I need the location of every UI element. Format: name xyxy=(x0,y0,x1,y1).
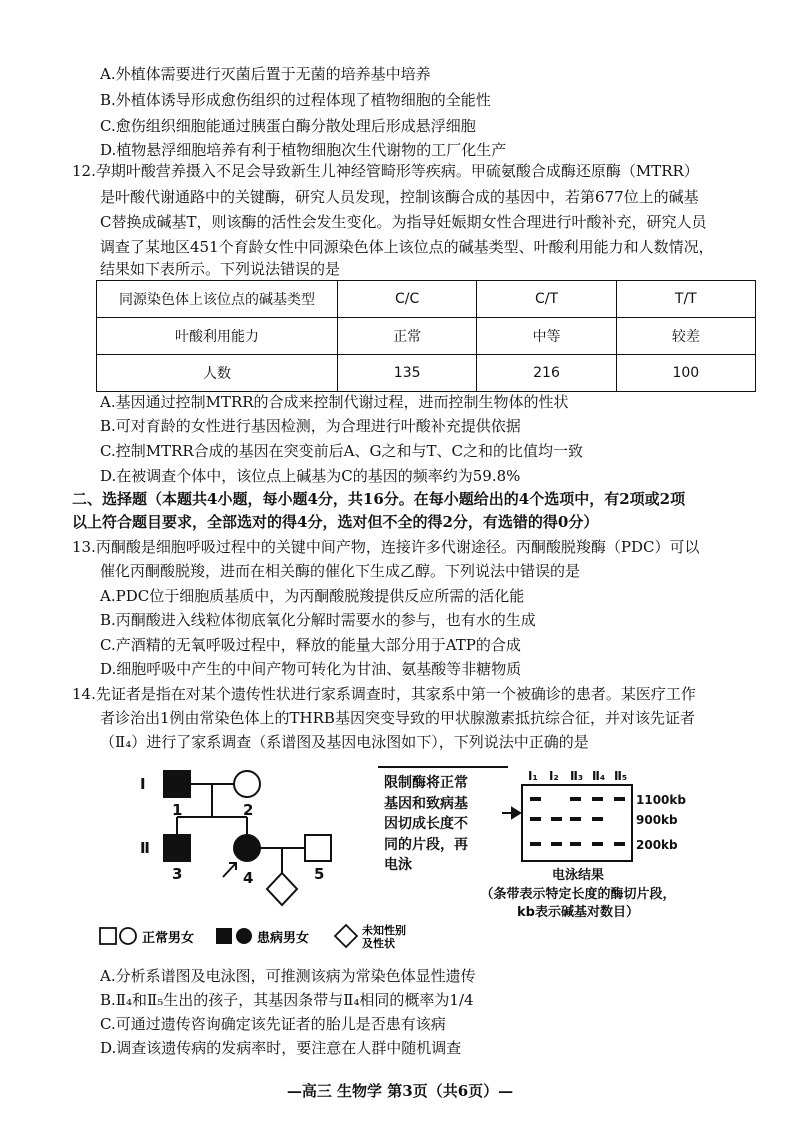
gel-lane-label: Ⅰ₁ xyxy=(528,769,538,783)
q11-option-a: A.外植体需要进行灭菌后置于无菌的培养基中培养 xyxy=(100,65,431,83)
individual-number: 1 xyxy=(172,801,183,819)
individual-i2-normal-female xyxy=(234,771,260,797)
q11-option-c: C.愈伤组织细胞能通过胰蛋白酶分散处理后形成悬浮细胞 xyxy=(100,117,476,135)
table-header-cell: 同源染色体上该位点的碱基类型 xyxy=(97,281,338,318)
individual-number: 3 xyxy=(172,865,183,883)
process-text-line: 电泳 xyxy=(384,857,412,873)
table-cell: 100 xyxy=(616,355,755,392)
q12-option-d: D.在被调查个体中，该位点上碱基为C的基因的频率约为59.8% xyxy=(100,467,521,485)
process-text-line: 基因和致病基 xyxy=(384,796,468,812)
q12-stem-line: 是叶酸代谢通路中的关键酶，研究人员发现，控制该酶合成的基因中，若第677位上的碱基 xyxy=(100,188,699,206)
q12-stem-line: C替换成碱基T，则该酶的活性会发生变化。为指导妊娠期女性合理进行叶酸补充，研究人员 xyxy=(100,213,707,231)
table-cell: 216 xyxy=(477,355,616,392)
table-cell: 135 xyxy=(338,355,477,392)
gel-band xyxy=(570,842,581,846)
gel-note: kb表示碱基对数目） xyxy=(517,905,639,920)
gel-band xyxy=(614,842,625,846)
table-row xyxy=(97,318,756,355)
table-cell: C/C xyxy=(338,281,477,318)
gel-box xyxy=(522,785,632,861)
section-heading: 以上符合题目要求，全部选对的得4分，选对但不全的得2分，有选错的得0分） xyxy=(72,513,599,531)
q14-stem-line: 者诊治出1例由常染色体上的THRB基因突变导致的甲状腺激素抵抗综合征，并对该先证者 xyxy=(100,709,695,727)
gel-band xyxy=(592,797,603,801)
individual-number: 4 xyxy=(243,869,254,887)
legend-affected: 患病男女 xyxy=(257,931,310,946)
q11-option-d: D.植物悬浮细胞培养有利于植物细胞次生代谢物的工厂化生产 xyxy=(100,141,507,159)
gel-size-label: 900kb xyxy=(636,813,678,827)
table-cell: T/T xyxy=(616,281,755,318)
gel-band xyxy=(614,797,625,801)
section-heading: 二、选择题（本题共4小题，每小题4分，共16分。在每小题给出的4个选项中，有2项或2项 xyxy=(72,490,686,508)
q12-option-a: A.基因通过控制MTRR的合成来控制代谢过程，进而控制生物体的性状 xyxy=(100,393,569,411)
q12-data-table xyxy=(96,280,756,392)
generation-label-ii: Ⅱ xyxy=(140,839,150,857)
table-header-cell: 叶酸利用能力 xyxy=(97,318,338,355)
individual-ii3-affected-male xyxy=(164,835,190,861)
gel-title: 电泳结果 xyxy=(551,868,605,883)
q14-stem-line: 14.先证者是指在对某个遗传性状进行家系调查时，其家系中第一个被确诊的患者。某医疗工作 xyxy=(72,685,696,703)
gel-band xyxy=(570,817,581,821)
table-cell: C/T xyxy=(477,281,616,318)
q13-option-b: B.丙酮酸进入线粒体彻底氧化分解时需要水的参与，也有水的生成 xyxy=(100,611,536,629)
gel-lane-label: Ⅰ₂ xyxy=(549,769,559,783)
generation-label-i: Ⅰ xyxy=(140,775,146,793)
gel-band xyxy=(592,842,603,846)
unknown-child xyxy=(267,873,297,905)
q12-stem-line: 结果如下表所示。下列说法错误的是 xyxy=(100,260,341,278)
q14-option-c: C.可通过遗传咨询确定该先证者的胎儿是否患有该病 xyxy=(100,1015,446,1033)
gel-lane-label: Ⅱ₄ xyxy=(592,769,606,783)
individual-number: 5 xyxy=(314,865,325,883)
table-header-cell: 人数 xyxy=(97,355,338,392)
q12-stem-line: 12.孕期叶酸营养摄入不足会导致新生儿神经管畸形等疾病。甲硫氨酸合成酶还原酶（MTRR） xyxy=(72,162,699,180)
gel-band xyxy=(530,842,541,846)
individual-ii5-normal-male xyxy=(305,835,331,861)
q14-figure xyxy=(0,755,800,965)
gel-band xyxy=(551,842,562,846)
gel-band xyxy=(530,797,541,801)
gel-size-label: 200kb xyxy=(636,838,678,852)
individual-i1-affected-male xyxy=(164,771,190,797)
gel-lane-label: Ⅱ₃ xyxy=(570,769,584,783)
gel-band xyxy=(530,817,541,821)
process-text-line: 同的片段，再 xyxy=(384,837,468,853)
individual-number: 2 xyxy=(243,801,254,819)
legend-unknown-line1: 未知性别 xyxy=(362,924,406,937)
legend-normal: 正常男女 xyxy=(142,931,195,946)
table-cell: 较差 xyxy=(616,318,755,355)
q14-option-b: B.Ⅱ₄和Ⅱ₅生出的孩子，其基因条带与Ⅱ₄相同的概率为1/4 xyxy=(100,991,474,1009)
q12-option-b: B.可对育龄的女性进行基因检测，为合理进行叶酸补充提供依据 xyxy=(100,417,521,435)
individual-ii4-affected-female xyxy=(234,835,260,861)
table-row xyxy=(97,281,756,318)
q13-option-d: D.细胞呼吸中产生的中间产物可转化为甘油、氨基酸等非糖物质 xyxy=(100,660,522,678)
gel-note: （条带表示特定长度的酶切片段， xyxy=(480,887,676,902)
page-footer: —高三 生物学 第3页（共6页）— xyxy=(286,1082,514,1100)
gel-band xyxy=(551,817,562,821)
q11-option-b: B.外植体诱导形成愈伤组织的过程体现了植物细胞的全能性 xyxy=(100,91,491,109)
gel-band xyxy=(592,817,603,821)
gel-lane-label: Ⅱ₅ xyxy=(614,769,628,783)
pedigree-legend xyxy=(100,923,406,950)
table-cell: 正常 xyxy=(338,318,477,355)
q12-option-c: C.控制MTRR合成的基因在突变前后A、G之和与T、C之和的比值均一致 xyxy=(100,442,583,460)
process-text-line: 限制酶将正常 xyxy=(384,775,468,791)
legend-unknown-line2: 及性状 xyxy=(362,937,395,950)
q13-stem-line: 13.丙酮酸是细胞呼吸过程中的关键中间产物，连接许多代谢途径。丙酮酸脱羧酶（PDC）可以 xyxy=(72,538,700,556)
table-cell: 中等 xyxy=(477,318,616,355)
q14-option-a: A.分析系谱图及电泳图，可推测该病为常染色体显性遗传 xyxy=(100,967,476,985)
q13-option-a: A.PDC位于细胞质基质中，为丙酮酸脱羧提供反应所需的活化能 xyxy=(100,587,525,605)
q13-option-c: C.产酒精的无氧呼吸过程中，释放的能量大部分用于ATP的合成 xyxy=(100,636,521,654)
q14-option-d: D.调查该遗传病的发病率时，要注意在人群中随机调查 xyxy=(100,1039,462,1057)
gel-band xyxy=(570,797,581,801)
q13-stem-line: 催化丙酮酸脱羧，进而在相关酶的催化下生成乙醇。下列说法中错误的是 xyxy=(100,562,581,580)
q12-stem-line: 调查了某地区451个育龄女性中同源染色体上该位点的碱基类型、叶酸利用能力和人数情况， xyxy=(100,238,714,256)
table-row xyxy=(97,355,756,392)
gel-size-label: 1100kb xyxy=(636,793,686,807)
q14-stem-line: （Ⅱ₄）进行了家系调查（系谱图及基因电泳图如下），下列说法中正确的是 xyxy=(100,733,589,751)
process-text-line: 因切成长度不 xyxy=(384,816,468,832)
gel-electrophoresis xyxy=(480,769,686,920)
